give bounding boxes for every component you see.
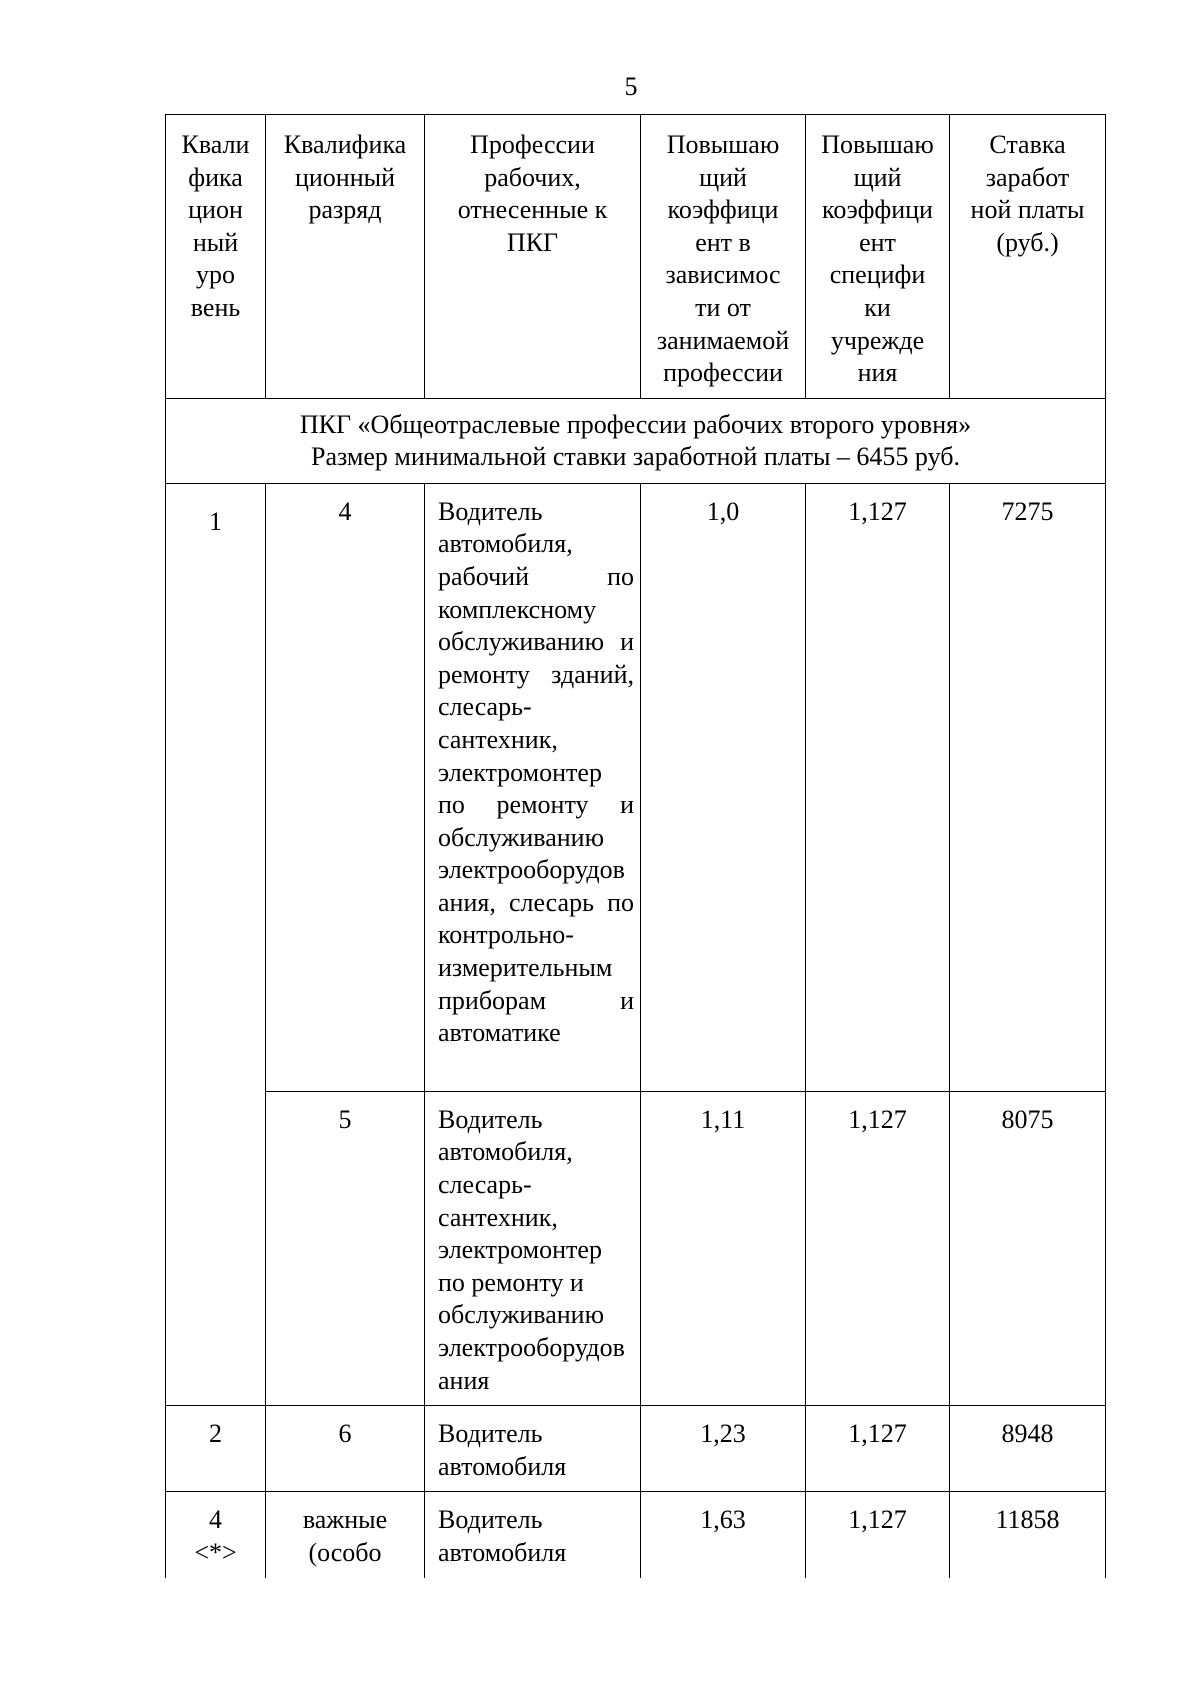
page-number: 5	[624, 72, 638, 101]
header-qualification-level: Квали фика цион ный уро вень	[166, 115, 266, 399]
coef-institution-cell: 1,127	[806, 1406, 950, 1492]
profession-cell: Водитель автомобиля, рабочий по комплексному обслуживанию и ремонту зданий, слесарь-сантехник, электромонтер по ремонту и обслуживанию электрооборудования, слесарь по контрольно-измерительным приборам и автоматике	[425, 483, 641, 1091]
wage-rate-cell: 7275	[950, 483, 1106, 1091]
table-row	[166, 1091, 1106, 1405]
qualification-level-cell: 1	[166, 483, 266, 1405]
qualification-grade-cell: важные (особо	[266, 1492, 425, 1578]
profession-cell: Водитель автомобиля, слесарь-сантехник, электромонтер по ремонту и обслуживанию электрооборудования	[425, 1091, 641, 1405]
header-row	[166, 115, 1106, 399]
qualification-grade-cell: 5	[266, 1091, 425, 1405]
wage-rate-cell: 8075	[950, 1091, 1106, 1405]
coef-profession-cell: 1,63	[641, 1492, 806, 1578]
header-professions: Профессии рабочих, отнесенные к ПКГ	[425, 115, 641, 399]
wage-rate-cell: 8948	[950, 1406, 1106, 1492]
coef-institution-cell: 1,127	[806, 1492, 950, 1578]
wage-rates-table	[165, 114, 1106, 1578]
wage-rate-cell: 11858	[950, 1492, 1106, 1578]
header-qualification-grade: Квалифика ционный разряд	[266, 115, 425, 399]
qualification-level-cell: 4 <*>	[166, 1492, 266, 1578]
group-min-rate: Размер минимальной ставки заработной платы – 6455 руб.	[311, 441, 960, 471]
group-title: ПКГ «Общеотраслевые профессии рабочих второго уровня»	[299, 409, 972, 439]
qualification-level-cell: 2	[166, 1406, 266, 1492]
table-row	[166, 1492, 1106, 1578]
coef-profession-cell: 1,11	[641, 1091, 806, 1405]
profession-cell: Водитель автомобиля	[425, 1406, 641, 1492]
group-title-cell	[166, 398, 1106, 483]
header-wage-rate: Ставка заработ ной платы (руб.)	[950, 115, 1106, 399]
header-coef-institution: Повышаю щий коэффици ент специфи ки учрежде ния	[806, 115, 950, 399]
table-row	[166, 1406, 1106, 1492]
table-row	[166, 483, 1106, 1091]
qualification-grade-cell: 4	[266, 483, 425, 1091]
coef-institution-cell: 1,127	[806, 1091, 950, 1405]
coef-profession-cell: 1,0	[641, 483, 806, 1091]
header-coef-profession: Повышаю щий коэффици ент в зависимос ти от занимаемой профессии	[641, 115, 806, 399]
group-header-row	[166, 398, 1106, 483]
profession-cell: Водитель автомобиля	[425, 1492, 641, 1578]
coef-institution-cell: 1,127	[806, 483, 950, 1091]
coef-profession-cell: 1,23	[641, 1406, 806, 1492]
qualification-grade-cell: 6	[266, 1406, 425, 1492]
